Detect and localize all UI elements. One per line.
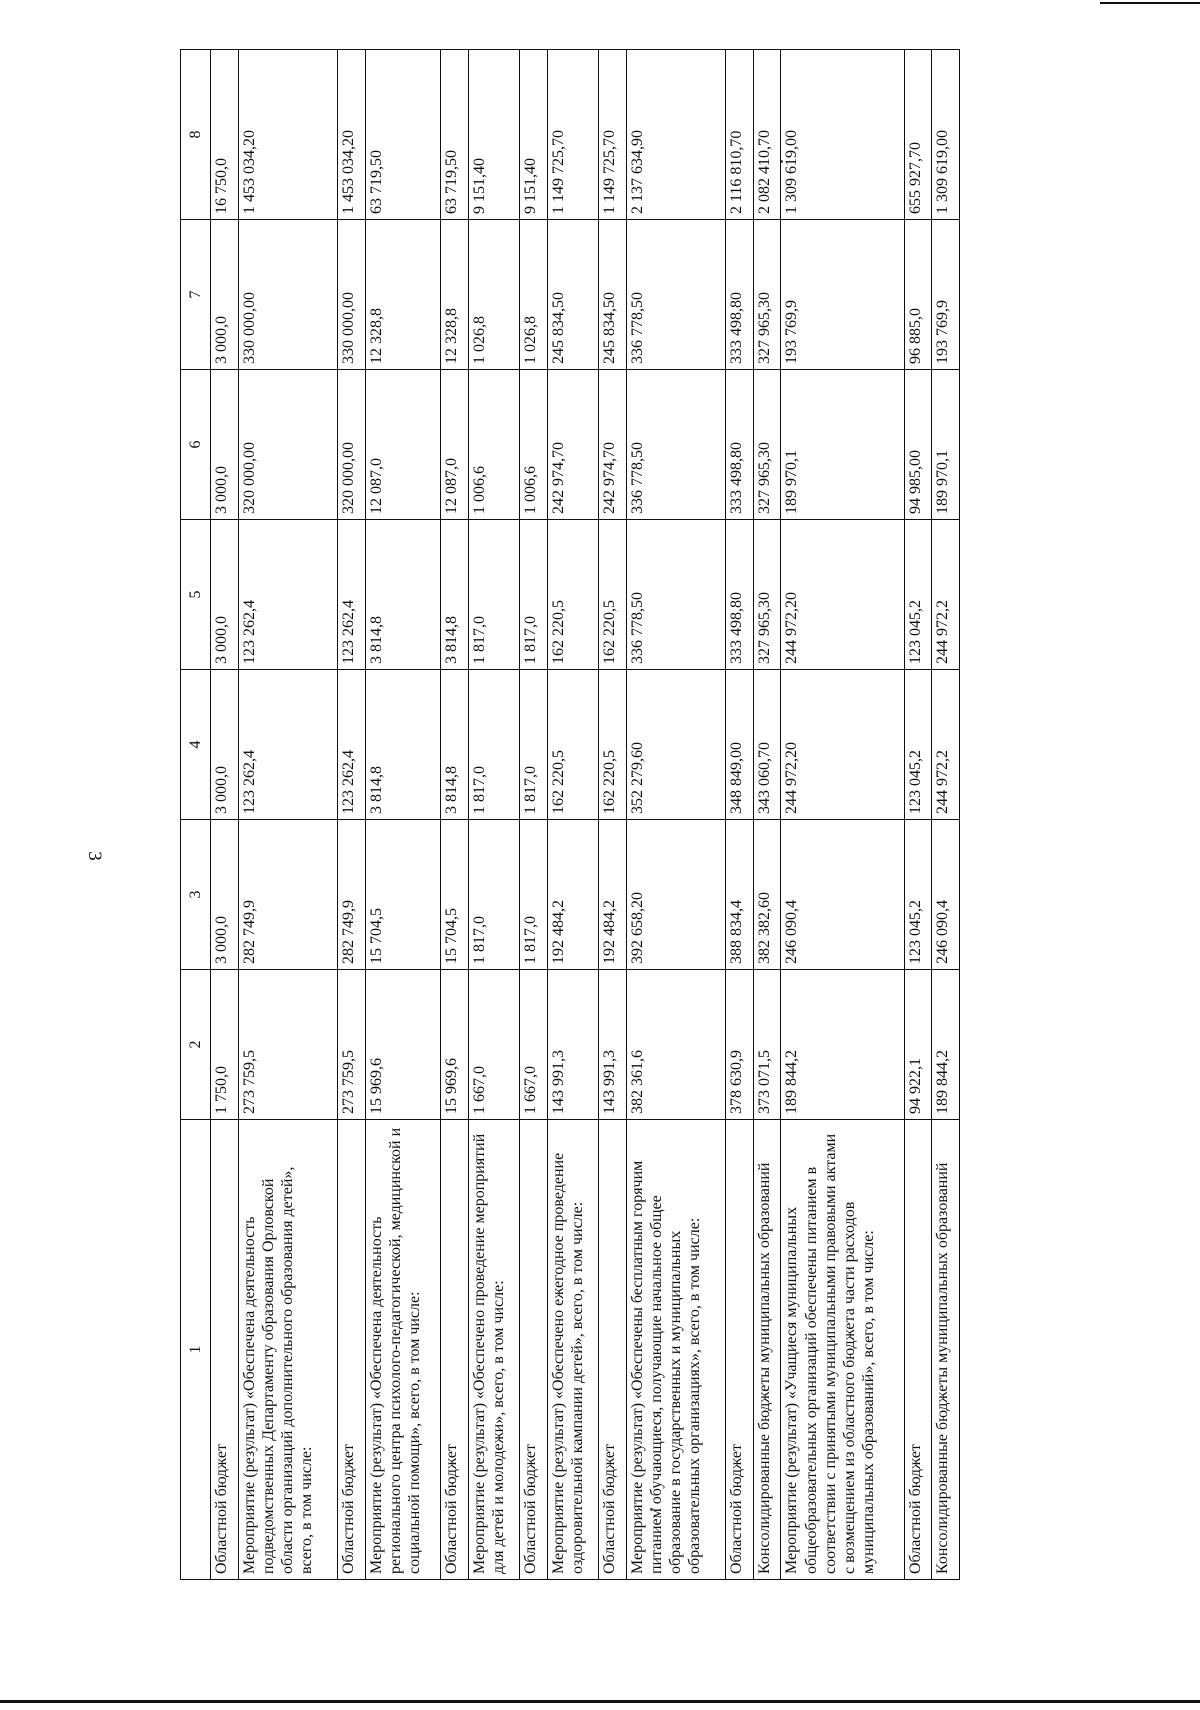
- table-body: [211, 50, 960, 1580]
- value-cell: 1 750,0: [211, 970, 239, 1120]
- value-cell: 162 220,5: [599, 520, 627, 670]
- table-row: [781, 50, 904, 1580]
- table-row: [626, 50, 725, 1580]
- value-cell: 336 778,50: [626, 370, 725, 520]
- value-cell: 1 817,0: [520, 820, 548, 970]
- value-cell: 327 965,30: [753, 220, 781, 370]
- column-header: 2: [181, 970, 211, 1120]
- value-cell: 15 969,6: [440, 970, 468, 1120]
- table-header: [181, 50, 211, 1580]
- value-cell: 9 151,40: [468, 50, 520, 220]
- value-cell: 392 658,20: [626, 820, 725, 970]
- page-number: 3: [84, 851, 105, 861]
- value-cell: 94 922,1: [904, 970, 932, 1120]
- table-row: [468, 50, 520, 1580]
- value-cell: 282 749,9: [337, 820, 365, 970]
- value-cell: 123 262,4: [337, 670, 365, 820]
- value-cell: 2 082 410,70: [753, 50, 781, 220]
- value-cell: 378 630,9: [726, 970, 754, 1120]
- value-cell: 143 991,3: [547, 970, 599, 1120]
- table-row: [520, 50, 548, 1580]
- column-header: 3: [181, 820, 211, 970]
- value-cell: 189 844,2: [932, 970, 960, 1120]
- value-cell: 1 006,6: [520, 370, 548, 520]
- value-cell: 15 704,5: [365, 820, 440, 970]
- table-row: [599, 50, 627, 1580]
- value-cell: 382 361,6: [626, 970, 725, 1120]
- value-cell: 2 116 810,70: [726, 50, 754, 220]
- value-cell: 333 498,80: [726, 370, 754, 520]
- value-cell: 162 220,5: [547, 670, 599, 820]
- row-label-cell: Мероприятие (результат) «Обеспечены бесплатным горячим питанием обучающиеся, получающие начальное общее образование в государственных и муниципальных образовательных организациях», всего, в том числе:: [626, 1120, 725, 1580]
- value-cell: 336 778,50: [626, 220, 725, 370]
- value-cell: 1 309 619,00: [932, 50, 960, 220]
- row-label-cell: Консолидированные бюджеты муниципальных образований: [753, 1120, 781, 1580]
- table-row: [211, 50, 239, 1580]
- row-label-cell: Областной бюджет: [599, 1120, 627, 1580]
- value-cell: 193 769,9: [932, 220, 960, 370]
- value-cell: 352 279,60: [626, 670, 725, 820]
- column-header: 1: [181, 1120, 211, 1580]
- value-cell: 3 814,8: [440, 520, 468, 670]
- budget-table: [180, 49, 960, 1580]
- value-cell: 193 769,9: [781, 220, 904, 370]
- row-label-cell: Областной бюджет: [520, 1120, 548, 1580]
- value-cell: 382 382,60: [753, 820, 781, 970]
- table-row: [238, 50, 337, 1580]
- value-cell: 273 759,5: [238, 970, 337, 1120]
- table-row: [547, 50, 599, 1580]
- value-cell: 94 985,00: [904, 370, 932, 520]
- value-cell: 1 667,0: [520, 970, 548, 1120]
- value-cell: 1 667,0: [468, 970, 520, 1120]
- value-cell: 245 834,50: [547, 220, 599, 370]
- table-row: [753, 50, 781, 1580]
- table-row: [726, 50, 754, 1580]
- value-cell: 388 834,4: [726, 820, 754, 970]
- value-cell: 15 704,5: [440, 820, 468, 970]
- row-label-cell: Областной бюджет: [904, 1120, 932, 1580]
- value-cell: 3 000,0: [211, 370, 239, 520]
- value-cell: 3 814,8: [365, 520, 440, 670]
- value-cell: 1 309 619,00: [781, 50, 904, 220]
- row-label-cell: Консолидированные бюджеты муниципальных образований: [932, 1120, 960, 1580]
- value-cell: 192 484,2: [547, 820, 599, 970]
- value-cell: 330 000,00: [337, 220, 365, 370]
- value-cell: 1 453 034,20: [337, 50, 365, 220]
- value-cell: 1 817,0: [468, 520, 520, 670]
- value-cell: 143 991,3: [599, 970, 627, 1120]
- value-cell: 1 817,0: [468, 670, 520, 820]
- column-header: 8: [181, 50, 211, 220]
- value-cell: 330 000,00: [238, 220, 337, 370]
- value-cell: 189 970,1: [781, 370, 904, 520]
- value-cell: 242 974,70: [599, 370, 627, 520]
- value-cell: 333 498,80: [726, 220, 754, 370]
- value-cell: 3 000,0: [211, 220, 239, 370]
- value-cell: 245 834,50: [599, 220, 627, 370]
- row-label-cell: Областной бюджет: [211, 1120, 239, 1580]
- table-row: [365, 50, 440, 1580]
- row-label-cell: Областной бюджет: [440, 1120, 468, 1580]
- value-cell: 3 000,0: [211, 820, 239, 970]
- value-cell: 3 000,0: [211, 520, 239, 670]
- table-row: [440, 50, 468, 1580]
- value-cell: 3 814,8: [440, 670, 468, 820]
- value-cell: 123 045,2: [904, 520, 932, 670]
- value-cell: 348 849,00: [726, 670, 754, 820]
- value-cell: 3 000,0: [211, 670, 239, 820]
- table-row: [904, 50, 932, 1580]
- row-label-cell: Областной бюджет: [337, 1120, 365, 1580]
- value-cell: 162 220,5: [599, 670, 627, 820]
- table-row: [337, 50, 365, 1580]
- value-cell: 1 149 725,70: [547, 50, 599, 220]
- value-cell: 9 151,40: [520, 50, 548, 220]
- value-cell: 327 965,30: [753, 520, 781, 670]
- column-header: 7: [181, 220, 211, 370]
- value-cell: 320 000,00: [337, 370, 365, 520]
- value-cell: 1 817,0: [520, 670, 548, 820]
- value-cell: 244 972,2: [932, 670, 960, 820]
- value-cell: 189 844,2: [781, 970, 904, 1120]
- value-cell: 655 927,70: [904, 50, 932, 220]
- value-cell: 1 817,0: [520, 520, 548, 670]
- value-cell: 12 328,8: [365, 220, 440, 370]
- value-cell: 3 814,8: [365, 670, 440, 820]
- value-cell: 12 087,0: [440, 370, 468, 520]
- column-header: 5: [181, 520, 211, 670]
- value-cell: 373 071,5: [753, 970, 781, 1120]
- value-cell: 336 778,50: [626, 520, 725, 670]
- value-cell: 96 885,0: [904, 220, 932, 370]
- row-label-cell: Областной бюджет: [726, 1120, 754, 1580]
- scan-bottom-edge-line: [0, 1700, 1200, 1703]
- value-cell: 244 972,20: [781, 520, 904, 670]
- value-cell: 1 149 725,70: [599, 50, 627, 220]
- value-cell: 333 498,80: [726, 520, 754, 670]
- row-label-cell: Мероприятие (результат) «Обеспечена деятельность подведомственных Департаменту образования Орловской области организаций дополнительного образования детей», всего, в том числе:: [238, 1120, 337, 1580]
- value-cell: 244 972,2: [932, 520, 960, 670]
- value-cell: 162 220,5: [547, 520, 599, 670]
- value-cell: 327 965,30: [753, 370, 781, 520]
- value-cell: 246 090,4: [781, 820, 904, 970]
- row-label-cell: Мероприятие (результат) «Обеспечено проведение мероприятий для детей и молодежи», всего, в том числе:: [468, 1120, 520, 1580]
- value-cell: 15 969,6: [365, 970, 440, 1120]
- value-cell: 320 000,00: [238, 370, 337, 520]
- value-cell: 2 137 634,90: [626, 50, 725, 220]
- value-cell: 1 817,0: [468, 820, 520, 970]
- value-cell: 192 484,2: [599, 820, 627, 970]
- value-cell: 123 045,2: [904, 670, 932, 820]
- column-header: 4: [181, 670, 211, 820]
- value-cell: 1 453 034,20: [238, 50, 337, 220]
- value-cell: 16 750,0: [211, 50, 239, 220]
- value-cell: 123 045,2: [904, 820, 932, 970]
- scan-top-edge-line: [1100, 2, 1200, 4]
- row-label-cell: Мероприятие (результат) «Обеспечено ежегодное проведение оздоровительной кампании детей», всего, в том числе:: [547, 1120, 599, 1580]
- value-cell: 63 719,50: [440, 50, 468, 220]
- value-cell: 1 026,8: [520, 220, 548, 370]
- value-cell: 1 006,6: [468, 370, 520, 520]
- value-cell: 123 262,4: [238, 520, 337, 670]
- row-label-cell: Мероприятие (результат) «Учащиеся муниципальных общеобразовательных организаций обеспечены питанием в соответствии с принятыми муниципальными правовыми актами с возмещением из областного бюджета части расходов муниципальных образований», всего, в том числе:: [781, 1120, 904, 1580]
- table-container: [180, 50, 960, 1580]
- value-cell: 12 087,0: [365, 370, 440, 520]
- value-cell: 242 974,70: [547, 370, 599, 520]
- value-cell: 244 972,20: [781, 670, 904, 820]
- value-cell: 1 026,8: [468, 220, 520, 370]
- value-cell: 123 262,4: [238, 670, 337, 820]
- value-cell: 282 749,9: [238, 820, 337, 970]
- row-label-cell: Мероприятие (результат) «Обеспечена деятельность регионального центра психолого-педагогической, медицинской и социальной помощи», всего, в том числе:: [365, 1120, 440, 1580]
- value-cell: 273 759,5: [337, 970, 365, 1120]
- value-cell: 343 060,70: [753, 670, 781, 820]
- value-cell: 246 090,4: [932, 820, 960, 970]
- value-cell: 123 262,4: [337, 520, 365, 670]
- column-header: 6: [181, 370, 211, 520]
- value-cell: 63 719,50: [365, 50, 440, 220]
- table-row: [932, 50, 960, 1580]
- value-cell: 12 328,8: [440, 220, 468, 370]
- value-cell: 189 970,1: [932, 370, 960, 520]
